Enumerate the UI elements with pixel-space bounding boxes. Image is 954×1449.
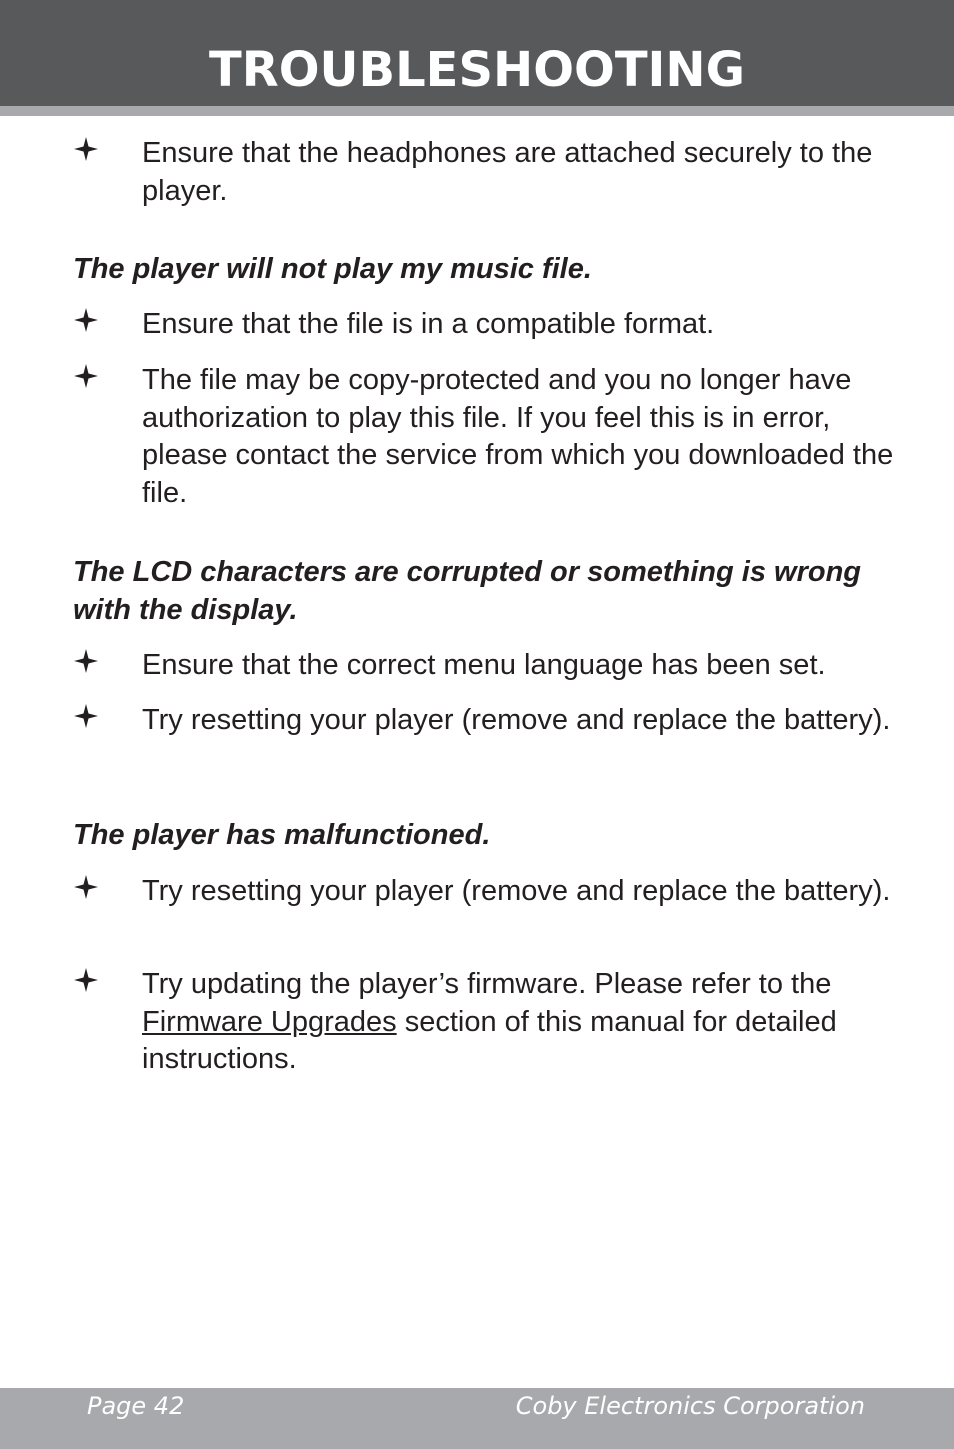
list-item-text: Ensure that the headphones are attached securely to the player. [142,137,873,207]
section-heading-music-file: The player will not play my music file. [73,253,592,285]
firmware-text-before: Try updating the player’s firmware. Please refer to the [142,968,832,1000]
list-item-text: Ensure that the file is in a compatible format. [142,308,715,340]
page-title: TROUBLESHOOTING [209,42,745,98]
four-point-star-icon [73,307,99,333]
section-heading-malfunction: The player has malfunctioned. [73,819,491,851]
four-point-star-icon [73,648,99,674]
four-point-star-icon [73,703,99,729]
firmware-upgrades-link[interactable]: Firmware Upgrades [142,1005,397,1038]
section-heading-lcd: The LCD characters are corrupted or something is wrong with the display. [73,556,861,626]
four-point-star-icon [73,967,99,993]
list-item-text: The file may be copy-protected and you no longer have authorization to play this file. If you feel this is in error, please contact the service from which you downloaded the file. [142,364,894,509]
firmware-text-after: section of this manual for detailed instructions. [142,1005,837,1075]
four-point-star-icon [73,874,99,900]
company-name: Coby Electronics Corporation [515,1392,865,1420]
list-item-text: Try resetting your player (remove and replace the battery). [142,875,891,907]
list-item-text: Try resetting your player (remove and replace the battery). [142,704,891,736]
four-point-star-icon [73,363,99,389]
page-number: Page 42 [87,1392,185,1420]
four-point-star-icon [73,136,99,162]
list-item-text: Ensure that the correct menu language has been set. [142,649,826,681]
header-rule [0,106,954,116]
list-item-text [142,966,922,1079]
